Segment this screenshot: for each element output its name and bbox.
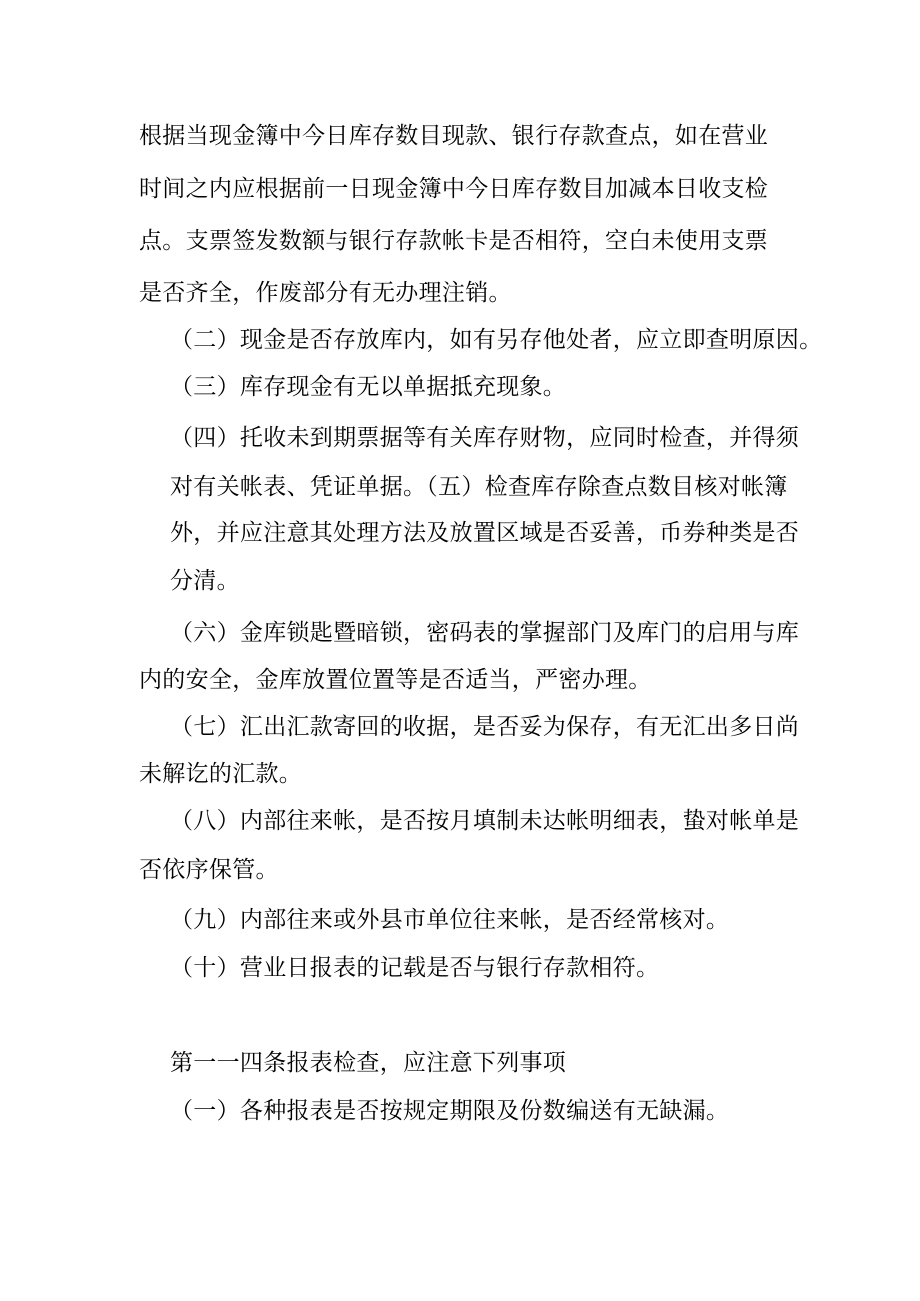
text-line: 点。支票签发数额与银行存款帐卡是否相符，空白未使用支票 (139, 228, 769, 254)
text-line: 时间之内应根据前一日现金簿中今日库存数目加减本日收支检 (139, 176, 769, 202)
text-line: （三）库存现金有无以单据抵充现象。 (170, 374, 567, 400)
text-line: （四）托收未到期票据等有关库存财物，应同时检查，并得须 (170, 425, 800, 451)
text-line: 根据当现金簿中今日库存数目现款、银行存款查点，如在营业 (139, 123, 769, 149)
text-line: 是否齐全，作废部分有无办理注销。 (139, 280, 512, 306)
text-line: 否依序保管。 (139, 857, 279, 883)
section-heading: 第一一四条报表检查，应注意下列事项 (170, 1050, 567, 1076)
text-line: 外，并应注意其处理方法及放置区域是否妥善，币券种类是否 (170, 520, 800, 546)
text-line: （六）金库锁匙暨暗锁，密码表的掌握部门及库门的启用与库 (170, 620, 800, 646)
text-line: （一）各种报表是否按规定期限及份数编送有无缺漏。 (170, 1098, 730, 1124)
text-line: （七）汇出汇款寄回的收据，是否妥为保存，有无汇出多日尚 (170, 714, 800, 740)
text-line: （十）营业日报表的记载是否与银行存款相符。 (170, 955, 660, 981)
text-line: 分清。 (170, 568, 240, 594)
text-line: 对有关帐表、凭证单据。（五）检查库存除查点数目核对帐簿 (170, 474, 788, 500)
text-line: 未解讫的汇款。 (139, 761, 303, 787)
text-line: 内的安全，金库放置位置等是否适当，严密办理。 (139, 667, 652, 693)
text-line: （八）内部往来帐，是否按月填制未达帐明细表，蛰对帐单是 (170, 808, 800, 834)
text-line: （九）内部往来或外县市单位往来帐，是否经常核对。 (170, 907, 730, 933)
text-line: （二）现金是否存放库内，如有另存他处者，应立即查明原因。 (170, 327, 823, 353)
